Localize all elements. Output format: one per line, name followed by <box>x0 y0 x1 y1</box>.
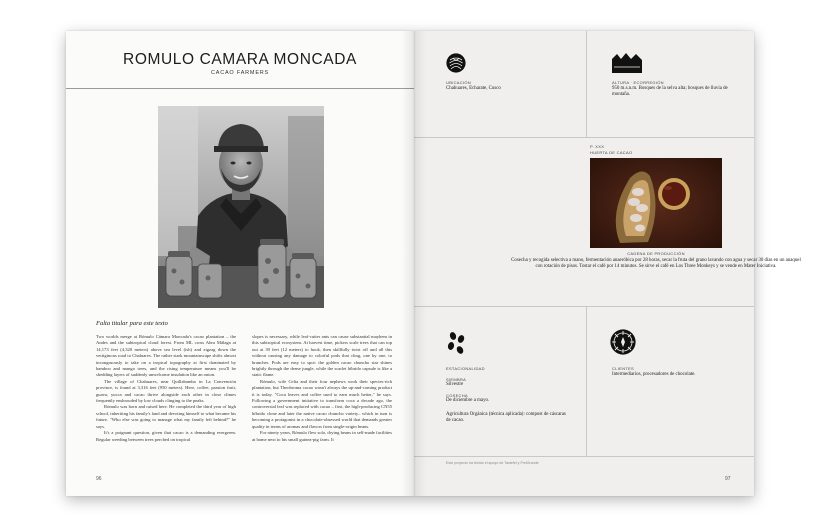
fingerprint-icon <box>446 53 466 73</box>
grid-line <box>414 306 754 307</box>
location-label: UBICACIÓN <box>446 80 471 85</box>
harvest-label: COSECHA <box>446 393 468 398</box>
product-name: HUERTA DE CACAO <box>590 150 633 155</box>
paragraph: The village of Chahuares, near Quillabamba in La Convención province, is found at 3,316 feet (950 meters). Here, coffee, passion fruit, guava, yucca and cacao thrive alongside each other in close climes frequently enshrouded by low clouds clinging to the peaks. <box>96 378 236 404</box>
mountains-icon <box>612 53 642 73</box>
footnote: Este proyecto ha tenido el apoyo de Tastefel y FreiGrande <box>446 461 539 465</box>
body-column-2 <box>252 334 392 443</box>
production-chain-label: CADENA DE PRODUCCIÓN <box>627 251 685 256</box>
location-value: Chahuares, Echarate, Cusco <box>446 86 501 91</box>
altitude-label: ALTURA · ECORREGIÓN <box>612 80 664 85</box>
book-spread <box>66 31 801 496</box>
planting-label: SIEMBRA <box>446 377 467 382</box>
harvest-value: De diciembre a mayo. <box>446 398 490 403</box>
clients-label: CLIENTES <box>612 366 634 371</box>
cacao-beans-icon <box>446 331 468 355</box>
paragraph: Rómulo was born and raised here. He completed the third year of high school, inheriting his family's land and devoting himself to what became his future. "Who else was going to manage what my family left behind?" he says. <box>96 404 236 429</box>
clients-value: Intermediarios, procesadores de chocolate. <box>612 372 696 377</box>
page-number-right: 97 <box>725 476 731 482</box>
sun-seal-icon <box>610 329 636 355</box>
paragraph: slopes is necessary, while leaf-cutter ants can cause substantial mayhem in this subtropical ecosystem. At harvest time, pickers scale trees that can top out at 39 feet (12 meters) to hook, then skillfully twist off and all this without causing any damage to colorful pods that cling, one by one, to branches. Pods are easy to spot: the golden cacao chuncho star shines brightly through the dense jungle, while the scarlet híbrido capsule is like a static flame. <box>252 334 392 378</box>
grid-line <box>586 31 587 137</box>
page-subtitle: CACAO FARMERS <box>210 70 270 76</box>
article-heading: Falta titular para este texto <box>96 320 168 327</box>
grid-line <box>414 456 754 457</box>
organic-note: Agricultura Orgánica (técnica aplicada): compost de cáscaras de cacao. <box>446 412 566 423</box>
product-code: P. XXX <box>590 144 605 149</box>
left-page <box>66 31 414 496</box>
paragraph: It's a poignant question, given that cacao is a demanding evergreen. Regular weeding between trees perched on tropical <box>96 430 236 442</box>
body-column-1 <box>96 334 236 443</box>
grid-line <box>586 306 587 456</box>
altitude-value: 950 m.s.n.m. Bosques de la selva alta; bosques de lluvia de montaña. <box>612 86 728 97</box>
farmer-portrait <box>158 106 324 308</box>
grid-line <box>414 137 754 138</box>
paragraph: Rómulo, wife Celia and their four nephews work their species-rich plantation, but Theobroma cacao wasn't always the up-and-coming product it is today. "Coca leaves and coffee used to earn much better," he says. Following a government initiative to transform coca a decade ago, the controversial leaf was replaced with cacao – first, the high-producing CN55 híbrido clone and later the native cacao chuncho variety– which in turn is becoming a protagonist in a chocolate-obsessed world that demands greater quality in terms of aromas and flavors from single-origin beans. <box>252 378 392 429</box>
paragraph: For ninety years, Rómulo flew solo, drying beans in self-made facilities at home next to his small guinea-pig farm. It <box>252 430 392 442</box>
page-number-left: 96 <box>96 476 102 482</box>
production-chain-text: Cosecha y recogida selectiva a mano, fermentación anaeróbica por 28 horas, secar la fruta del grano lavando con agua y secar 30 días en un anaquel con rotación de pisos. Tostar el café por 14 minutos. Se sirve el café en Los Three Monkeys y se vende en Mater Iniciativa. <box>511 258 801 270</box>
page-title: ROMULO CAMARA MONCADA <box>123 51 357 68</box>
planting-value: Silvestre <box>446 382 464 387</box>
cacao-photo <box>590 158 722 248</box>
title-divider <box>66 88 414 89</box>
seasonality-label: ESTACIONALIDAD <box>446 366 485 371</box>
paragraph: Two worlds merge at Rómulo Cámara Moncada's cacao plantation – the Andes and the subtropical cloud forest. From ML cross Abra Málaga at 14,173 feet (4,320 meters) above sea level (ish) and zigzag down the vertiginous road to Chaluares. The rather stark mountainscape shifts almost incongruously to take on a tropical topography at first dominated by bamboo and mango trees, and the rising temperature means you'll be shedding layers of suddenly unwelcome insulation like an onion. <box>96 334 236 378</box>
right-page <box>414 31 801 496</box>
